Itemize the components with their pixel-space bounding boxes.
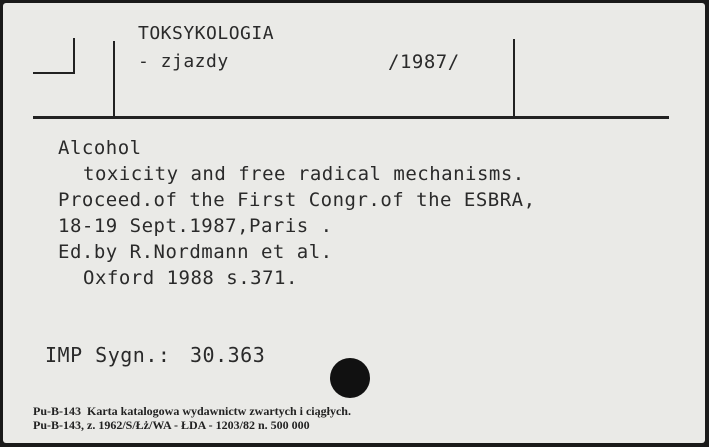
header-bottom-rule <box>33 116 669 119</box>
footer-line-1: Pu-B-143 Karta katalogowa wydawnictw zwartych i ciągłych. <box>33 404 351 418</box>
header-right-rule <box>513 39 515 116</box>
record-title-line-1: Alcohol <box>58 137 142 159</box>
header-left-rule <box>113 41 115 116</box>
catalog-card <box>3 3 705 443</box>
header-subcategory: - zjazdy <box>138 51 229 72</box>
signature-label: IMP Sygn.: <box>45 343 171 367</box>
footer-line-2: Pu-B-143, z. 1962/S/Łż/WA - ŁDA - 1203/82 n. 500 000 <box>33 418 310 432</box>
punch-hole <box>330 358 370 398</box>
record-line-6: Oxford 1988 s.371. <box>83 267 298 289</box>
corner-box-mark <box>33 38 75 74</box>
record-line-4: 18-19 Sept.1987,Paris . <box>58 215 333 237</box>
header-year: /1987/ <box>388 51 460 73</box>
record-title-line-2: toxicity and free radical mechanisms. <box>83 163 525 185</box>
signature-value: 30.363 <box>190 343 266 367</box>
record-line-3: Proceed.of the First Congr.of the ESBRA, <box>58 189 536 211</box>
header-category: TOKSYKOLOGIA <box>138 23 275 44</box>
record-line-5: Ed.by R.Nordmann et al. <box>58 241 333 263</box>
